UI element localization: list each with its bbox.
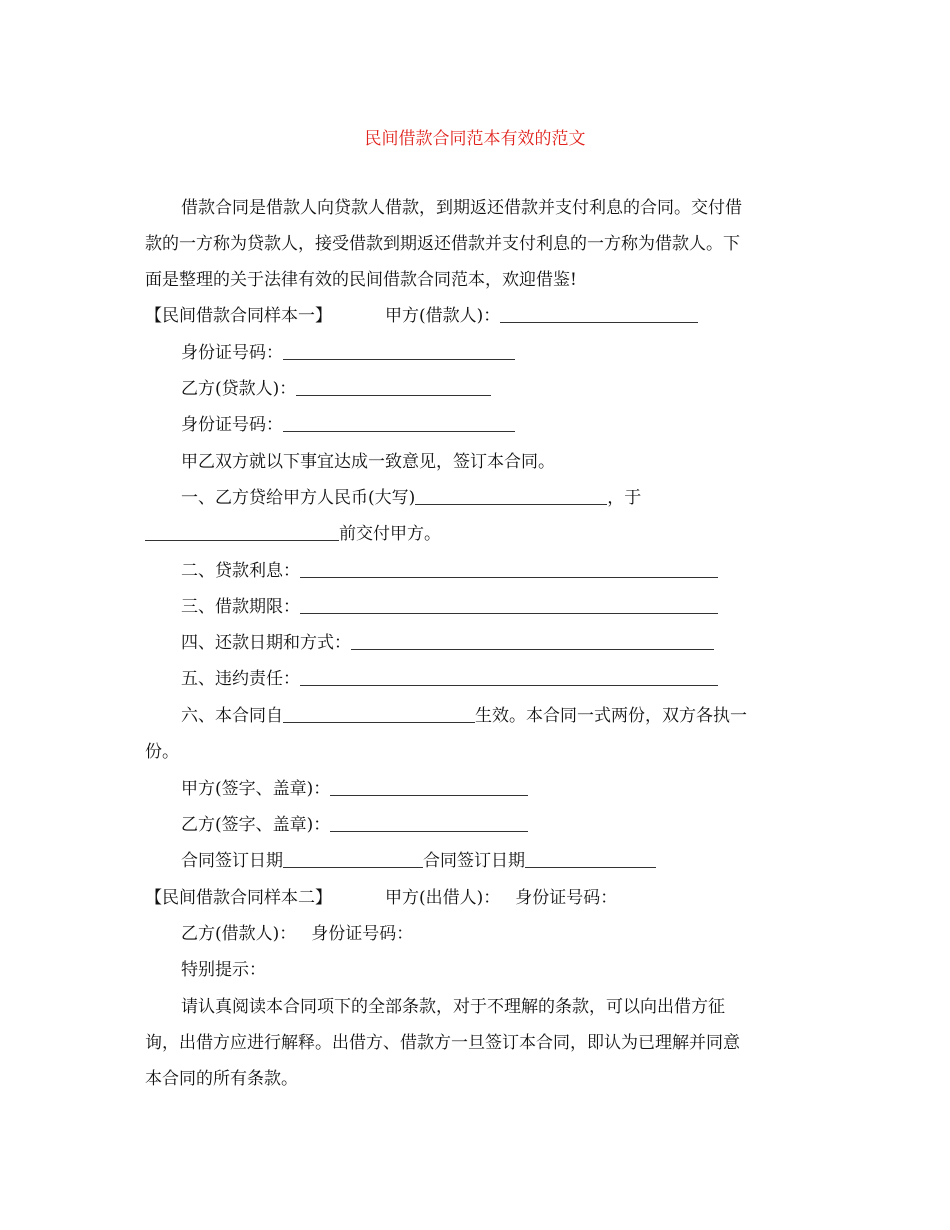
notice-line-1: 请认真阅读本合同项下的全部条款，对于不理解的条款，可以向出借方征 (181, 997, 725, 1017)
intro-line-1: 借款合同是借款人向贷款人借款，到期返还借款并支付利息的合同。交付借 (181, 198, 742, 218)
lender-label: 甲方(出借人)： (385, 888, 501, 908)
id-number-row-2 (181, 413, 515, 437)
notice-line-3: 本合同的所有条款。 (145, 1069, 298, 1089)
sign-date-label-a: 合同签订日期 (181, 851, 283, 871)
sign-b-blank (330, 814, 528, 832)
clause-2-row (181, 559, 718, 583)
clause-3-label: 三、借款期限： (181, 597, 300, 617)
special-notice: 特别提示： (181, 960, 266, 980)
clause-3-row (181, 595, 718, 619)
sign-date-blank-b (525, 850, 656, 868)
term-blank (300, 596, 718, 614)
intro-line-2: 款的一方称为贷款人，接受借款到期返还借款并支付利息的一方称为借款人。下 (145, 234, 740, 254)
id-number-label: 身份证号码： (181, 415, 283, 435)
sample1-party-a-row (385, 304, 698, 328)
sign-b-row (181, 813, 528, 837)
clause-1-delivery: 前交付甲方。 (339, 524, 441, 544)
id-number-label: 身份证号码： (181, 343, 283, 363)
clause-6-row (181, 704, 747, 728)
sample1-heading: 【民间借款合同样本一】 (145, 306, 332, 326)
borrower-label: 乙方(借款人)： (181, 924, 297, 944)
agreement-line: 甲乙双方就以下事宜达成一致意见，签订本合同。 (181, 452, 555, 472)
document-title: 民间借款合同范本有效的范文 (364, 129, 586, 149)
clause-6-text: 生效。本合同一式两份，双方各执一 (475, 706, 747, 726)
repayment-blank (351, 632, 714, 650)
party-a-label: 甲方(借款人)： (385, 306, 501, 326)
id-number-blank (283, 342, 515, 360)
party-b-blank (296, 378, 491, 396)
clause-1-row-2 (145, 522, 441, 546)
clause-6-label: 六、本合同自 (181, 706, 283, 726)
effective-blank (283, 705, 475, 723)
clause-1-yu: ，于 (607, 488, 642, 508)
sign-date-blank-a (283, 850, 423, 868)
party-a-blank (500, 305, 698, 323)
sign-a-label: 甲方(签字、盖章)： (181, 779, 331, 799)
liability-blank (300, 668, 718, 686)
sign-b-label: 乙方(签字、盖章)： (181, 815, 331, 835)
clause-1-label: 一、乙方贷给甲方人民币(大写) (181, 488, 416, 508)
id-number-blank (283, 414, 515, 432)
date-blank (145, 523, 339, 541)
amount-blank (415, 487, 607, 505)
sample2-party-b-row (181, 922, 413, 946)
sign-a-row (181, 777, 528, 801)
clause-5-row (181, 667, 718, 691)
intro-line-3: 面是整理的关于法律有效的民间借款合同范本，欢迎借鉴! (145, 270, 577, 290)
party-b-label: 乙方(贷款人)： (181, 379, 297, 399)
lender-id-label: 身份证号码： (515, 888, 618, 908)
sample2-heading: 【民间借款合同样本二】 (145, 888, 332, 908)
borrower-id-label: 身份证号码： (311, 924, 414, 944)
sign-date-label-b: 合同签订日期 (423, 851, 525, 871)
clause-6-end: 份。 (145, 742, 179, 762)
sign-a-blank (330, 778, 528, 796)
clause-1-row (181, 486, 641, 510)
party-b-row (181, 377, 491, 401)
clause-5-label: 五、违约责任： (181, 669, 300, 689)
id-number-row-1 (181, 341, 515, 365)
sign-date-row (181, 849, 656, 873)
clause-4-label: 四、还款日期和方式： (181, 633, 351, 653)
clause-2-label: 二、贷款利息： (181, 561, 300, 581)
sample2-party-a-row (385, 886, 617, 910)
notice-line-2: 询，出借方应进行解释。出借方、借款方一旦签订本合同，即认为已理解并同意 (145, 1033, 740, 1053)
clause-4-row (181, 631, 714, 655)
interest-blank (300, 560, 718, 578)
